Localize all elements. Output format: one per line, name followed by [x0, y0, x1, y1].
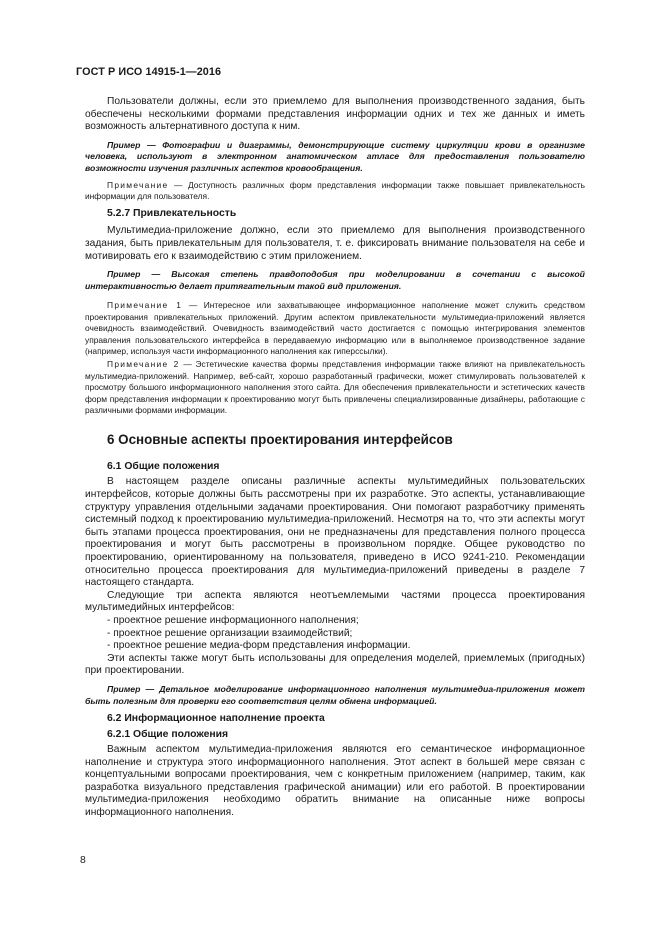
note-text: — Эстетические качества формы представления информации также влияют на привлекательность мультимедиа-приложений. Например, веб-сайт, хорошо разработанный графически, может стимулировать пользователей к просмотру большого информационного наполнения этого сайта. Для обеспечения привлекательности и эстетических качеств форм представления информации к проектированию могут быть привлечены специализированные дизайнеры, работающие с различными формами информации. — [85, 359, 585, 415]
example-blood-circulation: Пример — Фотографии и диаграммы, демонстрирующие систему циркуляции крови в организме человека, используют в электронном анатомическом атласе для предоставления пользователю возможности изучения различных аспектов кровообращения. — [85, 139, 585, 173]
heading-6-2: 6.2 Информационное наполнение проекта — [107, 713, 325, 725]
list-item: - проектное решение медиа-форм представления информации. — [107, 640, 411, 652]
note-label: Примечание 2 — [107, 359, 180, 370]
standard-header: ГОСТ Р ИСО 14915-1—2016 — [76, 66, 222, 78]
note-availability — [85, 180, 585, 203]
list-item: - проектное решение организации взаимодействий; — [107, 627, 353, 639]
example-content-modeling: Пример — Детальное моделирование информационного наполнения мультимедиа-приложения может быть полезным для проверки его соответствия целям обмена информацией. — [85, 683, 585, 706]
note-label: Примечание 1 — [107, 300, 183, 311]
paragraph-models: Эти аспекты также могут быть использованы для определения моделей, приемлемых (пригодных) при проектировании. — [85, 652, 585, 677]
paragraph-alternative-access: Пользователи должны, если это приемлемо для выполнения производственного задания, быть обеспечены несколькими формами представления информации одних и тех же данных и иметь возможность альтернативного доступа к ним. — [85, 96, 585, 133]
note-text: — Доступность различных форм представления информации также повышает привлекательность информации для пользователя. — [85, 179, 585, 201]
note-2-aesthetics — [85, 359, 585, 416]
heading-6-2-1: 6.2.1 Общие положения — [107, 729, 229, 741]
heading-6-1: 6.1 Общие положения — [107, 461, 220, 473]
paragraph-design-aspects: В настоящем разделе описаны различные аспекты мультимедийных пользовательских интерфейсов, которые должны быть рассмотрены при их разработке. Это аспекты, устанавливающие структуру управления отдельными задачами проектирования. Они помогают разработчику применять системный подход к проектированию мультимедиа-приложений. Несмотря на то, что эти аспекты могут быть этапами процесса проектирования, они не предназначены для представления полного процесса проектирования и могут быть рассмотрены в произвольном порядке. Общее руководство по проектированию, ориентированному на пользователя, приведено в ИСО 9241-210. Рекомендации относительно процесса проектирования для мультимедиа-приложений приведены в разделе 7 настоящего стандарта. — [85, 476, 585, 589]
page-number: 8 — [80, 855, 86, 866]
heading-section-6: 6 Основные аспекты проектирования интерфейсов — [107, 432, 453, 448]
paragraph-attractiveness: Мультимедиа-приложение должно, если это приемлемо для выполнения производственного задания, быть привлекательным для пользователя, т. е. фиксировать внимание пользователя на себе и мотивировать его к взаимодействию с этим приложением. — [85, 225, 585, 262]
example-interactivity: Пример — Высокая степень правдоподобия при моделировании в сочетании с высокой интерактивностью делает притягательным такой вид приложения. — [85, 269, 585, 291]
heading-5-2-7: 5.2.7 Привлекательность — [107, 208, 237, 220]
page-content — [85, 96, 585, 820]
list-item: - проектное решение информационного наполнения; — [107, 614, 359, 626]
note-1-attractiveness — [85, 300, 585, 357]
note-label: Примечание — [107, 179, 169, 190]
paragraph-semantic-content: Важным аспектом мультимедиа-приложения являются его семантическое информационное наполнение и структура этого информационного наполнения. Этот аспект в большей мере связан с концептуальными вопросами проектирования, чем с конкретным приложением (например, таким, как разработка визуального представления графической анимации) или его работой. В проектировании мультимедиа-приложения необходимо обратить внимание на описанные ниже вопросы информационного наполнения. — [85, 744, 585, 819]
note-text: — Интересное или захватывающее информационное наполнение может служить средством проектирования привлекательных приложений. Другим аспектом привлекательности мультимедиа-приложений является очевидность взаимодействий. Очевидность взаимодействий часто достигается с помощью интегрирования элементов управления пользовательского интерфейса в передаваемую информацию или в выполняемое производственное задание (например, используя части информационного наполнения как гиперссылки). — [85, 300, 586, 356]
paragraph-three-aspects: Следующие три аспекта являются неотъемлемыми частями процесса проектирования мультимедийных интерфейсов: — [85, 589, 585, 614]
aspects-list — [85, 615, 585, 653]
